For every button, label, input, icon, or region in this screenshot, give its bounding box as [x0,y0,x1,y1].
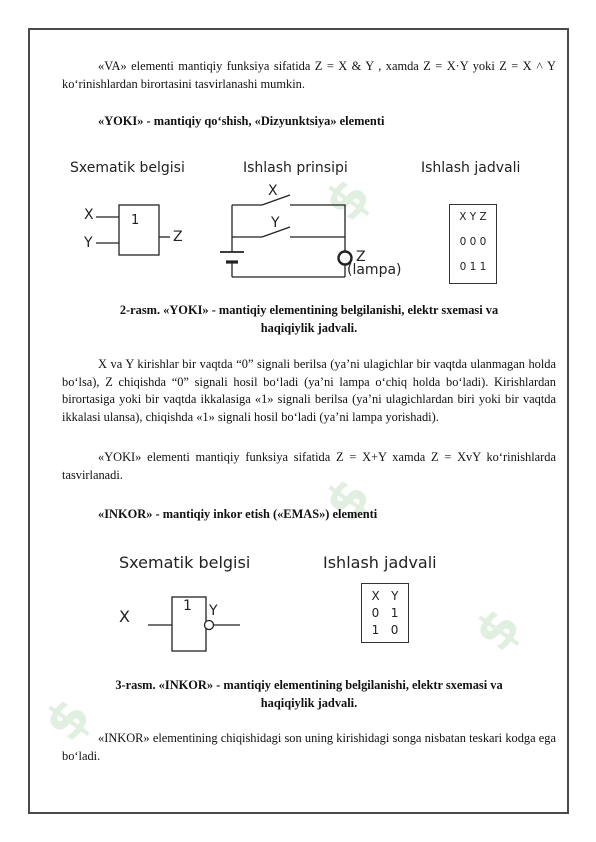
figure2-caption: 2-rasm. «YOKI» - mantiqiy elementining belgilanishi, elektr sxemasi va haqiqiylik jadvali. [119,303,499,335]
gate-symbol: 1 [183,598,192,614]
truth-row: 0 1 1 [459,261,487,273]
input-y-label: Y [84,235,93,251]
inkor-body-paragraph: «INKOR» elementining chiqishidagi son uning kirishidagi songa nisbatan teskari kodga ega bo‘ladi. [62,731,556,763]
truth-row: 0 1 [371,606,399,620]
watermark-logo: $ [313,467,384,533]
lamp-label: (lampa) [347,262,402,278]
output-z-label: Z [173,229,183,245]
switch-x-label: X [268,183,278,199]
yoki-function-paragraph: «YOKI» elementi mantiqiy funksiya sifatida Z = X+Y xamda Z = XvY ko‘rinishlarda tasvirlanadi. [62,450,556,482]
va-intro-paragraph: «VA» elementi mantiqiy funksiya sifatida Z = X & Y , xamda Z = X·Y yoki Z = X ˄ Y ko‘rinishlardan birortasini tasvirlanashi mumkin. [62,59,556,91]
yoki-body-paragraph: X va Y kirishlar bir vaqtda “0” signali berilsa (ya’ni ulagichlar bir vaqtda ulanmagan holda bo‘lsa), Z chiqishda “0” signali hosil bo‘ladi (ya’ni lampa o‘chiq holda bo‘ladi). Kirishlardan birortasiga yoki bir vaqtda ikkalasiga «1» signali berilsa (ya’ni ulagichlardan biri yoki bir vaqtda ikkalasi ulansa), chiqishda «1» signali hosil bo‘ladi (ya’ni lampa yorishadi). [62,357,556,424]
gate-symbol: 1 [131,213,140,228]
output-y-label: Y [209,603,218,619]
watermark-logo: $ [33,687,104,753]
figure3-caption: 3-rasm. «INKOR» - mantiqiy elementining belgilanishi, elektr sxemasi va haqiqiylik jadvali. [115,678,503,710]
schematic-label: Sxematik belgisi [70,160,185,176]
table-label: Ishlash jadvali [323,553,437,572]
watermark-logo: $ [463,597,534,663]
input-x-label: X [84,207,94,223]
not-truth-table [361,583,409,643]
lamp-z-label: Z [356,249,366,265]
input-x-label: X [119,607,130,626]
switch-y-label: Y [271,215,280,231]
yoki-heading: «YOKI» - mantiqiy qo‘shish, «Dizyunktsiya» elementi [98,114,385,128]
truth-row: X Y Z [459,211,487,223]
table-label: Ishlash jadvali [421,160,521,176]
watermark-logo: $ [313,167,384,233]
truth-row: X Y [371,589,399,603]
inkor-heading: «INKOR» - mantiqiy inkor etish («EMAS») elementi [98,507,378,521]
schematic-label: Sxematik belgisi [119,553,251,572]
truth-row: 0 0 0 [459,236,487,248]
principle-label: Ishlash prinsipi [243,160,348,176]
truth-row: 1 0 [371,623,399,637]
